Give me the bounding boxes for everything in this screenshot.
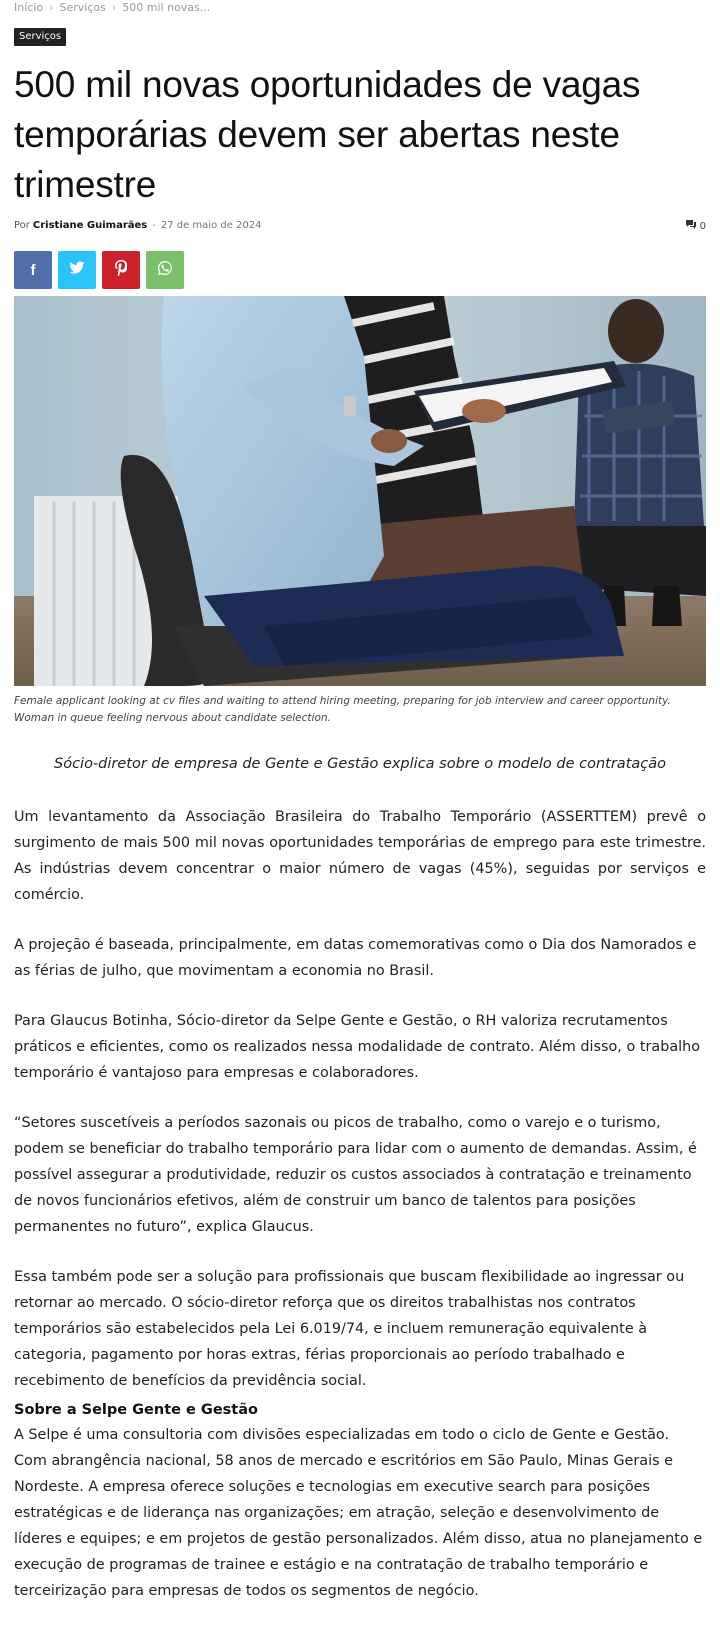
facebook-share-button[interactable] [14,251,52,289]
breadcrumb-separator: › [111,1,117,14]
breadcrumb-category-link[interactable]: Serviços [59,1,106,14]
publish-date: 27 de maio de 2024 [160,220,262,231]
facebook-icon: f [30,261,36,279]
image-caption: Female applicant looking at cv files and waiting to attend hiring meeting, preparing for job interview and career opportunity. Woman in queue feeling nervous about candidate selection. [14,695,671,724]
comments-link[interactable] [685,219,706,234]
breadcrumb-current: 500 mil novas... [122,1,211,14]
comment-icon [685,219,697,234]
article-meta [14,219,706,233]
breadcrumb-home-link[interactable]: Início [14,1,44,14]
pinterest-icon [115,260,127,281]
breadcrumb [14,0,210,16]
breadcrumb-separator: › [49,1,54,14]
body-paragraph: A projeção é baseada, principalmente, em datas comemorativas como o Dia dos Namorados e as férias de julho, que movimentam a economia no Brasil. [14,937,697,979]
article-body [14,804,706,1628]
twitter-share-button[interactable] [58,251,96,289]
comment-count: 0 [699,220,706,232]
body-paragraph: Essa também pode ser a solução para profissionais que buscam flexibilidade ao ingressar ou retornar ao mercado. O sócio-diretor reforça que os direitos trabalhistas nos contratos temporários são estabelecidos pela Lei 6.019/74, e incluem remuneração equivalente à categoria, pagamento por horas extras, férias proporcionais ao período trabalhado e recebimento de benefícios da previdência social. [14,1269,685,1389]
body-paragraph: Um levantamento da Associação Brasileira do Trabalho Temporário (ASSERTTEM) prevê o surgimento de mais 500 mil novas oportunidades temporárias de emprego para este trimestre. As indústrias devem concentrar o maior número de vagas (45%), seguidas por serviços e comércio. [14,809,706,903]
article-lede: Sócio-diretor de empresa de Gente e Gestão explica sobre o modelo de contratação [54,756,666,772]
body-paragraph: “Setores suscetíveis a períodos sazonais ou picos de trabalho, como o varejo e o turismo, podem se beneficiar do trabalho temporário para lidar com o aumento de demandas. Assim, é possível assegurar a produtividade, reduzir os custos associados à contratação e treinamento de novos funcionários efetivos, além de construir um banco de talentos para posições permanentes no futuro”, explica Glaucus. [14,1115,697,1235]
pinterest-share-button[interactable] [102,251,140,289]
twitter-icon [69,261,85,280]
whatsapp-icon [157,260,173,281]
meta-separator: - [152,220,156,231]
about-heading: Sobre a Selpe Gente e Gestão [14,1402,258,1418]
category-badge[interactable]: Serviços [14,28,66,46]
article-title: 500 mil novas oportunidades de vagas temporárias devem ser abertas neste trimestre [14,64,641,205]
by-label: Por [14,220,30,231]
share-bar [14,251,184,289]
featured-image [14,296,706,686]
author-link[interactable]: Cristiane Guimarães [32,220,148,231]
whatsapp-share-button[interactable] [146,251,184,289]
body-paragraph: Para Glaucus Botinha, Sócio-diretor da Selpe Gente e Gestão, o RH valoriza recrutamentos práticos e eficientes, como os realizados nessa modalidade de contrato. Além disso, o trabalho temporário é vantajoso para empresas e colaboradores. [14,1013,701,1081]
body-paragraph: A Selpe é uma consultoria com divisões especializadas em todo o ciclo de Gente e Gestão. Com abrangência nacional, 58 anos de mercado e escritórios em São Paulo, Minas Gerais e Nordeste. A empresa oferece soluções e tecnologias em executive search para posições estratégicas e de liderança nas organizações; em atração, seleção e desenvolvimento de líderes e equipes; e em projetos de gestão personalizados. Além disso, atua no planejamento e execução de programas de trainee e estágio e na contratação de trabalho temporário e terceirização para empresas de todos os segmentos de negócio. [14,1427,703,1599]
